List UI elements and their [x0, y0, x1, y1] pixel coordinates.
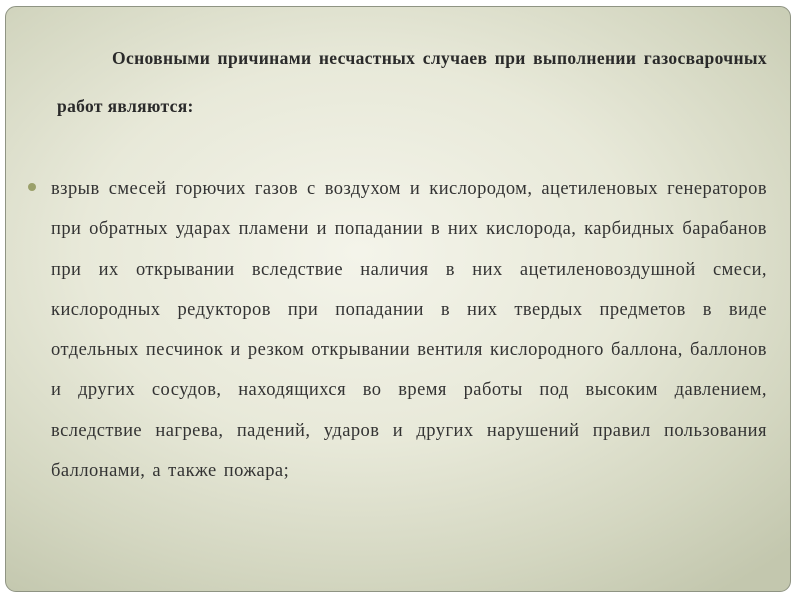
bullet-text: взрыв смесей горючих газов с воздухом и кислородом, ацетиленовых генераторов при обратных ударах пламени и попадании в них кислорода, карбидных барабанов при их открывании вследствие наличия в них ацетиленовоздушной смеси, кислородных редукторов при попадании в них твердых предметов в виде отдельных песчинок и резком открывании вентиля кислородного баллона, баллонов и других сосудов, находящихся во время работы под высоким давлением, вследствие нагрева, падений, ударов и других нарушений правил пользования баллонами, а также пожара; — [51, 179, 767, 482]
bullet-dot-icon — [28, 183, 36, 191]
slide — [5, 6, 791, 592]
slide-heading: Основными причинами несчастных случаев при выполнении газосварочных работ являются: — [57, 48, 767, 116]
